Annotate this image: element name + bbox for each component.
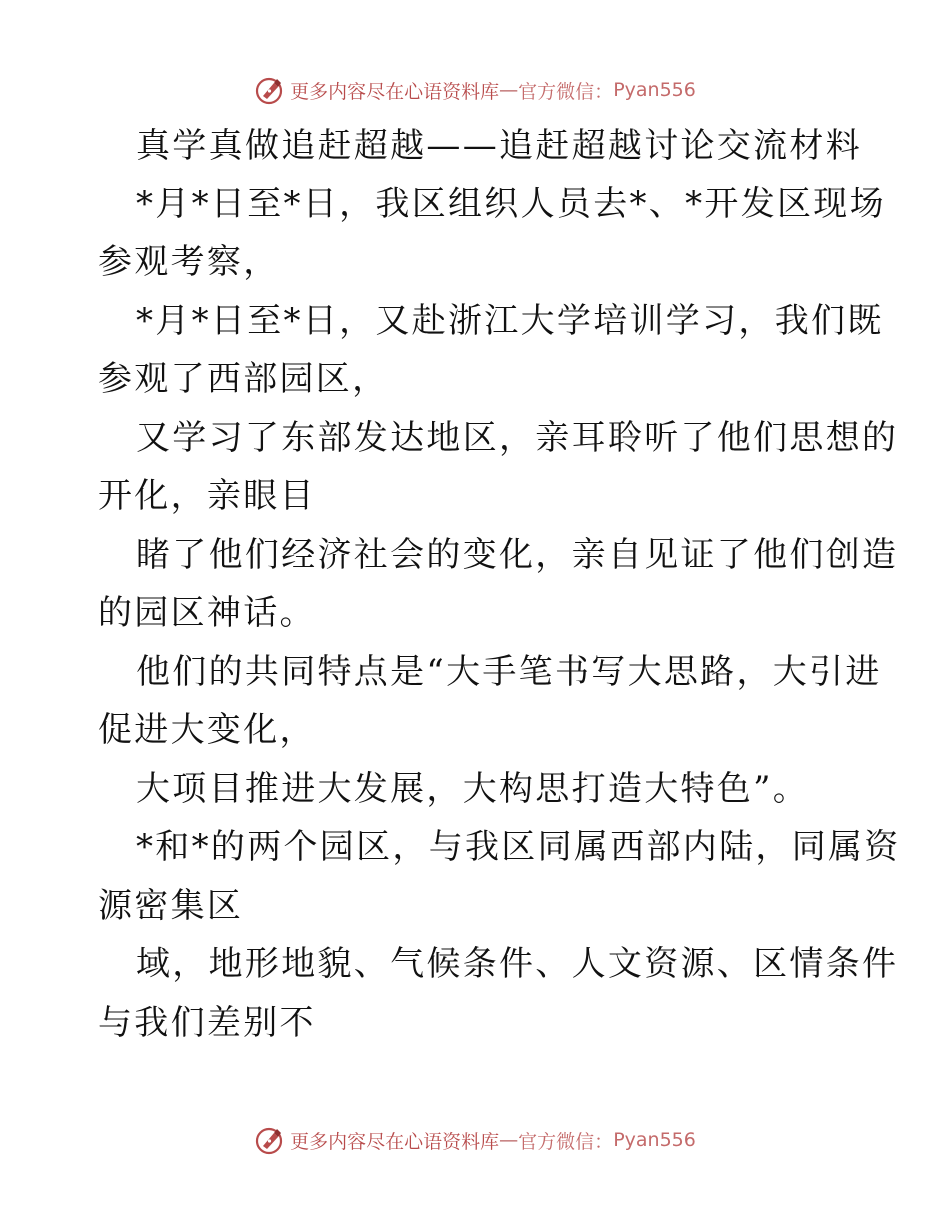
watermark-wechat-label: 官方微信：	[518, 1130, 614, 1153]
paragraph-line: 与我们差别不	[98, 1003, 316, 1043]
paragraph-line: 睹了他们经济社会的变化，亲自见证了他们创造	[136, 535, 899, 575]
paragraph-line: 他们的共同特点是“大手笔书写大思路，大引进	[136, 652, 882, 692]
paragraph-line: 的园区神话。	[98, 593, 316, 633]
watermark-main-text: 更多内容尽在心语资料库	[290, 80, 500, 103]
footer-watermark	[0, 1122, 950, 1158]
paragraph-line: 又学习了东部发达地区，亲耳聆听了他们思想的	[136, 418, 899, 458]
document-title: 真学真做追赶超越——追赶超越讨论交流材料	[136, 126, 862, 166]
paragraph-line: *和*的两个园区，与我区同属西部内陆，同属资	[136, 827, 901, 867]
watermark-wechat-id: Pyan556	[613, 79, 696, 101]
header-watermark	[0, 72, 950, 108]
paragraph-line: 参观考察，	[98, 242, 280, 282]
watermark-wechat-label: 官方微信：	[518, 80, 614, 103]
watermark-separator: —	[499, 1129, 519, 1151]
watermark-separator: —	[499, 79, 519, 101]
paragraph-line: 域，地形地貌、气候条件、人文资源、区情条件	[136, 944, 899, 984]
paragraph-line: 源密集区	[98, 886, 244, 926]
paragraph-line: 开化，亲眼目	[98, 476, 316, 516]
pen-nib-logo-icon	[254, 74, 286, 106]
watermark-wechat-id: Pyan556	[613, 1129, 696, 1151]
paragraph-line: 参观了西部园区，	[98, 359, 389, 399]
paragraph-line: *月*日至*日，我区组织人员去*、*开发区现场	[136, 184, 886, 224]
watermark-main-text: 更多内容尽在心语资料库	[290, 1130, 500, 1153]
paragraph-line: 促进大变化，	[98, 710, 316, 750]
paragraph-line: *月*日至*日，又赴浙江大学培训学习，我们既	[136, 301, 884, 341]
pen-nib-logo-icon	[254, 1124, 286, 1156]
paragraph-line: 大项目推进大发展，大构思打造大特色”。	[136, 769, 810, 809]
